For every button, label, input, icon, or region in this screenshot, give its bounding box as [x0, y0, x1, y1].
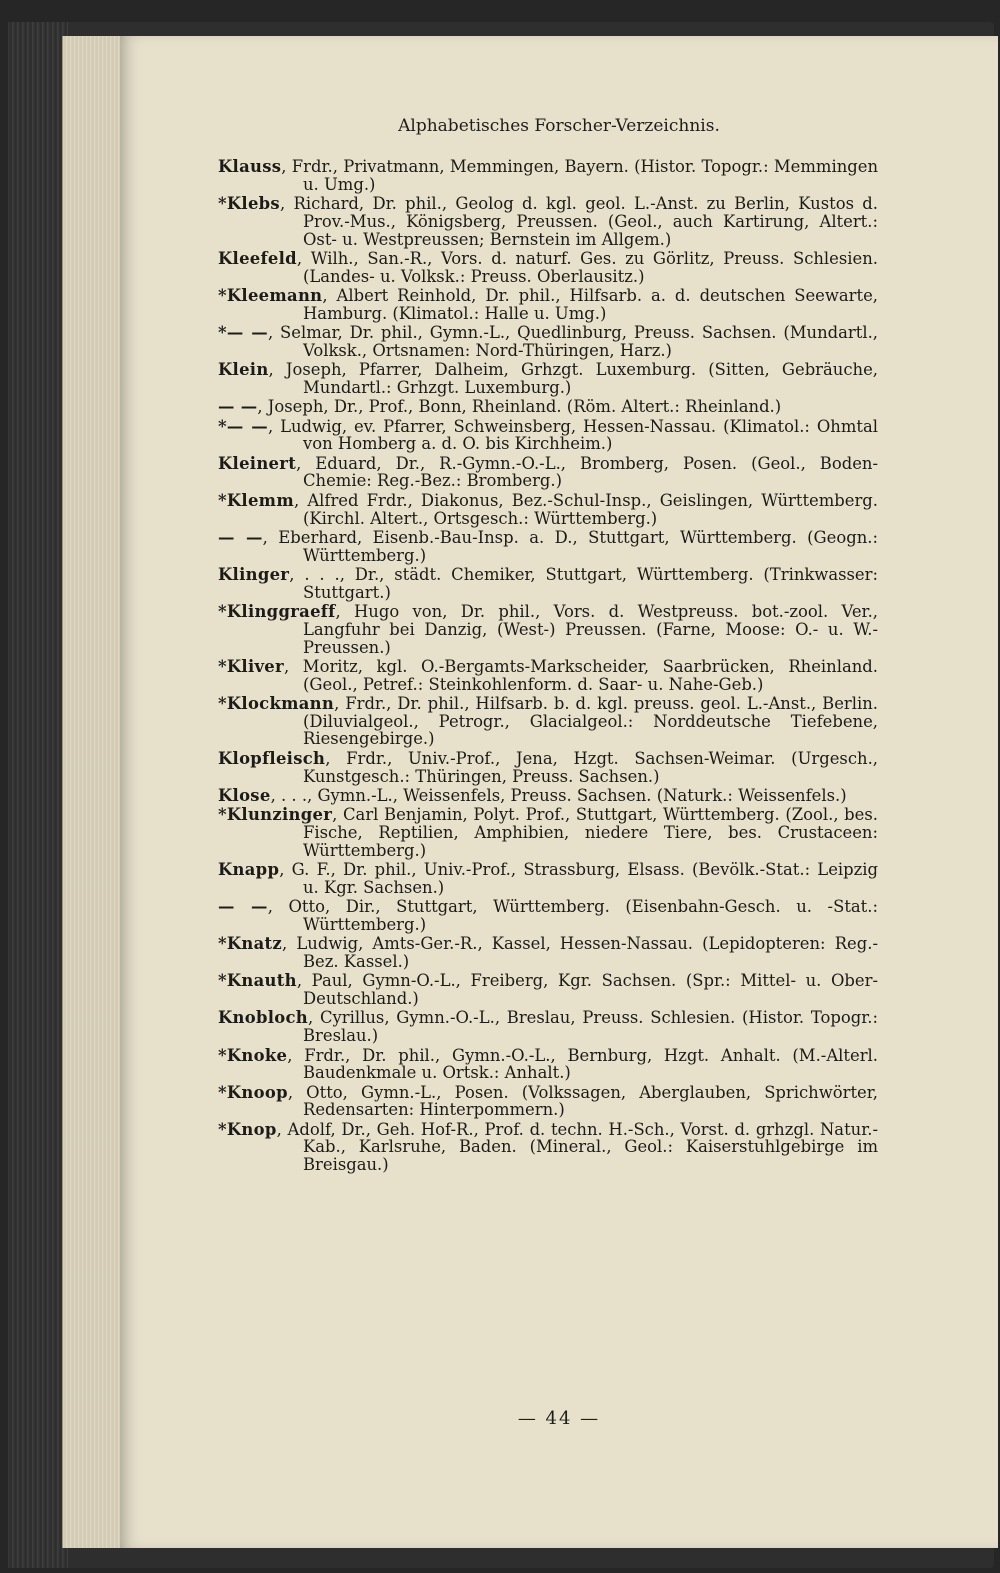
- entry-details: , Richard, Dr. phil., Geolog d. kgl. geol. L.-Anst. zu Berlin, Kustos d. Prov.-Mus., Königsberg, Preussen. (Geol., auch Kartirung, Altert.: Ost- u. Westpreussen; Bernstein im Allgem.): [279, 194, 878, 249]
- entry-details: , Ludwig, Amts-Ger.-R., Kassel, Hessen-Nassau. (Lepidopteren: Reg.-Bez. Kassel.): [282, 934, 878, 971]
- entry-name: *Knatz: [218, 934, 283, 954]
- directory-entry: [218, 861, 878, 896]
- directory-entry: [218, 455, 878, 490]
- directory-entry: [218, 250, 878, 285]
- directory-entry: [218, 695, 878, 748]
- entry-details: , Wilh., San.-R., Vors. d. naturf. Ges. zu Görlitz, Preuss. Schlesien. (Landes- u. Volksk.: Preuss. Oberlausitz.): [296, 248, 878, 286]
- directory-entry: [218, 1084, 878, 1119]
- entry-details: , Cyrillus, Gymn.-O.-L., Breslau, Preuss. Schlesien. (Histor. Topogr.: Breslau.): [303, 1008, 878, 1046]
- directory-entry: [218, 566, 878, 601]
- directory-entry: [218, 492, 878, 527]
- entry-details: , Otto, Gymn.-L., Posen. (Volkssagen, Aberglauben, Sprichwörter, Redensarten: Hinterpommern.): [287, 1082, 878, 1120]
- entry-details: , Eberhard, Eisenb.-Bau-Insp. a. D., Stuttgart, Württemberg. (Geogn.: Württemberg.): [262, 527, 879, 565]
- directory-entry: [218, 361, 878, 396]
- directory-entries: [218, 158, 878, 1176]
- entry-name: Klopfleisch: [218, 748, 326, 768]
- directory-entry: [218, 806, 878, 859]
- entry-name: — —: [218, 527, 263, 547]
- entry-name: — —: [218, 897, 268, 917]
- entry-name: Knobloch: [218, 1008, 309, 1028]
- entry-details: , G. F., Dr. phil., Univ.-Prof., Strassburg, Elsass. (Bevölk.-Stat.: Leipzig u. Kgr. Sachsen.): [279, 860, 878, 897]
- entry-details: , Eduard, Dr., R.-Gymn.-O.-L., Bromberg, Posen. (Geol., Boden-Chemie: Reg.-Bez.: Bromberg.): [296, 453, 878, 491]
- entry-name: *Kleemann: [218, 285, 323, 305]
- entry-name: Klein: [218, 360, 269, 380]
- directory-entry: [218, 935, 878, 970]
- directory-entry: [218, 898, 878, 933]
- entry-name: Klauss: [218, 157, 282, 176]
- entry-name: *Klebs: [218, 194, 280, 214]
- entry-name: Klinger: [218, 565, 290, 585]
- page-edges: [62, 36, 123, 1548]
- directory-entry: [218, 418, 878, 453]
- entry-details: , Moritz, kgl. O.-Bergamts-Markscheider, Saarbrücken, Rheinland. (Geol., Petref.: Steinkohlenform. d. Saar- u. Nahe-Geb.): [283, 656, 878, 694]
- entry-name: *Knauth: [218, 971, 297, 991]
- directory-entry: [218, 158, 878, 193]
- entry-name: *Knop: [218, 1119, 277, 1139]
- entry-details: , Ludwig, ev. Pfarrer, Schweinsberg, Hessen-Nassau. (Klimatol.: Ohmtal von Homberg a. d. O. bis Kirchheim.): [267, 416, 878, 454]
- entry-details: , Carl Benjamin, Polyt. Prof., Stuttgart, Württemberg. (Zool., bes. Fische, Reptilien, Amphibien, niedere Tiere, bes. Crustaceen: Württemberg.): [303, 805, 878, 860]
- entry-details: , Paul, Gymn-O.-L., Freiberg, Kgr. Sachsen. (Spr.: Mittel- u. Ober-Deutschland.): [296, 971, 878, 1009]
- directory-entry: [218, 195, 878, 248]
- directory-entry: [218, 1047, 878, 1082]
- entry-name: *— —: [218, 323, 268, 343]
- directory-entry: [218, 787, 878, 805]
- page-number: — 44 —: [517, 1408, 601, 1429]
- directory-entry: [218, 1121, 878, 1174]
- directory-entry: [218, 529, 878, 564]
- book-page: [120, 36, 998, 1548]
- entry-name: *Klinggraeff: [218, 602, 336, 622]
- entry-details: , Frdr., Dr. phil., Hilfsarb. b. d. kgl. preuss. geol. L.-Anst., Berlin. (Diluvialgeol., Petrogr., Glacialgeol.: Norddeutsche Tiefebene, Riesengebirge.): [303, 694, 878, 749]
- entry-details: , Otto, Dir., Stuttgart, Württemberg. (Eisenbahn-Gesch. u. -Stat.: Württemberg.): [267, 897, 878, 934]
- directory-entry: [218, 324, 878, 359]
- binding-edge: [8, 22, 68, 1568]
- entry-name: Knapp: [218, 860, 280, 880]
- directory-entry: [218, 603, 878, 656]
- directory-entry: [218, 1009, 878, 1044]
- entry-details: , Frdr., Privatmann, Memmingen, Bayern. (Histor. Topogr.: Memmingen u. Umg.): [281, 157, 878, 194]
- directory-entry: [218, 972, 878, 1007]
- entry-details: , Selmar, Dr. phil., Gymn.-L., Quedlinburg, Preuss. Sachsen. (Mundartl., Volksk., Ortsnamen: Nord-Thüringen, Harz.): [267, 323, 878, 360]
- directory-entry: [218, 750, 878, 785]
- entry-details: , . . ., Dr., städt. Chemiker, Stuttgart, Württemberg. (Trinkwasser: Stuttgart.): [289, 565, 878, 602]
- entry-name: Kleinert: [218, 453, 297, 473]
- entry-name: *— —: [218, 416, 268, 436]
- directory-entry: [218, 287, 878, 322]
- entry-name: *Klemm: [218, 490, 294, 510]
- running-head: Alphabetisches Forscher-Verzeichnis.: [398, 116, 720, 136]
- entry-details: , Albert Reinhold, Dr. phil., Hilfsarb. a. d. deutschen Seewarte, Hamburg. (Klimatol.: Halle u. Umg.): [303, 285, 878, 323]
- entry-name: *Knoop: [218, 1082, 288, 1102]
- entry-name: *Klunzinger: [218, 805, 333, 825]
- entry-name: *Kliver: [218, 656, 284, 676]
- entry-name: *Klockmann: [218, 694, 335, 714]
- entry-details: , Alfred Frdr., Diakonus, Bez.-Schul-Insp., Geislingen, Württemberg. (Kirchl. Altert., Ortsgesch.: Württemberg.): [293, 490, 878, 528]
- entry-name: — —: [218, 397, 258, 417]
- entry-name: *Knoke: [218, 1045, 288, 1065]
- entry-details: , . . ., Gymn.-L., Weissenfels, Preuss. Sachsen. (Naturk.: Weissenfels.): [270, 785, 847, 805]
- entry-details: , Hugo von, Dr. phil., Vors. d. Westpreuss. bot.-zool. Ver., Langfuhr bei Danzig, (West-) Preussen. (Farne, Moose: O.- u. W.-Preussen.): [303, 602, 878, 657]
- entry-details: , Frdr., Dr. phil., Gymn.-O.-L., Bernburg, Hzgt. Anhalt. (M.-Alterl. Baudenkmale u. Ortsk.: Anhalt.): [287, 1045, 878, 1083]
- entry-details: , Adolf, Dr., Geh. Hof-R., Prof. d. techn. H.-Sch., Vorst. d. grhzgl. Natur.-Kab., Karlsruhe, Baden. (Mineral., Geol.: Kaiserstuhlgebirge im Breisgau.): [276, 1119, 878, 1175]
- entry-details: , Joseph, Pfarrer, Dalheim, Grhzgt. Luxemburg. (Sitten, Gebräuche, Mundartl.: Grhzgt. Luxemburg.): [268, 360, 878, 397]
- entry-name: Klose: [218, 785, 271, 805]
- directory-entry: [218, 398, 878, 416]
- directory-entry: [218, 658, 878, 693]
- entry-name: Kleefeld: [218, 248, 297, 268]
- entry-details: , Frdr., Univ.-Prof., Jena, Hzgt. Sachsen-Weimar. (Urgesch., Kunstgesch.: Thüringen, Preuss. Sachsen.): [303, 748, 878, 786]
- entry-details: , Joseph, Dr., Prof., Bonn, Rheinland. (Röm. Altert.: Rheinland.): [257, 397, 782, 417]
